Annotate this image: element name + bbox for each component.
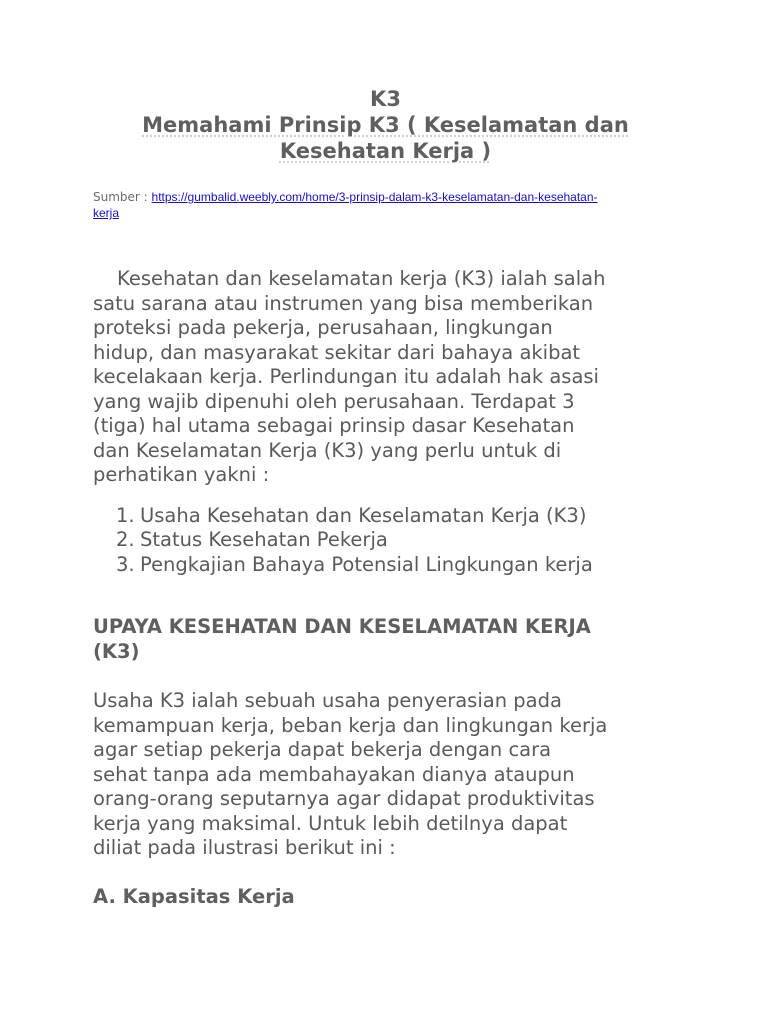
list-item-number: 1. — [116, 503, 135, 527]
list-item-text: Status Kesehatan Pekerja — [140, 528, 388, 551]
section-body-line: sehat tanpa ada membahayakan dianya ataupun — [93, 762, 575, 786]
list-item-text: Pengkajian Bahaya Potensial Lingkungan kerja — [140, 552, 593, 576]
section-body-line: orang-orang seputarnya agar didapat produktivitas — [93, 787, 595, 810]
document-page — [93, 86, 678, 909]
list-item — [93, 504, 678, 529]
title-line-1: K3 — [370, 87, 401, 111]
intro-line: (tiga) hal utama sebagai prinsip dasar Kesehatan — [93, 414, 575, 437]
list-item — [93, 553, 678, 578]
source-label: Sumber : — [93, 190, 148, 204]
section-heading — [93, 615, 678, 664]
intro-line: satu sarana atau instrumen yang bisa memberikan — [93, 291, 594, 315]
title-line-2: Memahami Prinsip K3 ( Keselamatan dan — [142, 113, 629, 137]
source-url-line-2: kerja — [93, 206, 120, 220]
list-item-number: 2. — [116, 528, 135, 551]
list-item-text: Usaha Kesehatan dan Keselamatan Kerja (K3) — [140, 503, 587, 527]
intro-line: perhatikan yakni : — [93, 463, 270, 486]
principles-list — [93, 504, 678, 578]
intro-paragraph — [93, 267, 678, 488]
source-url-line-1: https://gumbalid.weebly.com/home/3-prinsip-dalam-k3-keselamatan-dan-kesehatan- — [151, 190, 598, 204]
source-citation — [93, 189, 678, 221]
intro-line: yang wajib dipenuhi oleh perusahaan. Terdapat 3 — [93, 389, 575, 413]
document-title — [93, 86, 678, 164]
intro-line: hidup, dan masyarakat sekitar dari bahaya akibat — [93, 340, 581, 364]
intro-line: Kesehatan dan keselamatan kerja (K3) ialah salah — [117, 267, 606, 290]
list-item-number: 3. — [116, 552, 135, 576]
intro-line: proteksi pada pekerja, perusahaan, lingkungan — [93, 316, 553, 339]
section-body-line: kerja yang maksimal. Untuk lebih detilnya dapat — [93, 811, 568, 835]
subheading: A. Kapasitas Kerja — [93, 884, 295, 908]
intro-line: kecelakaan kerja. Perlindungan itu adalah hak asasi — [93, 365, 599, 388]
title-line-3: Kesehatan Kerja ) — [279, 139, 492, 163]
section-body-line: Usaha K3 ialah sebuah usaha penyerasian pada — [93, 689, 562, 712]
section-heading-line-1: UPAYA KESEHATAN DAN KESELAMATAN KERJA — [93, 615, 591, 638]
section-heading-line-2: (K3) — [93, 639, 140, 663]
section-body-paragraph — [93, 689, 678, 861]
source-link[interactable] — [93, 190, 598, 220]
intro-line: dan Keselamatan Kerja (K3) yang perlu untuk di — [93, 438, 562, 462]
section-body-line: agar setiap pekerja dapat bekerja dengan cara — [93, 738, 552, 761]
section-body-line: kemampuan kerja, beban kerja dan lingkungan kerja — [93, 713, 608, 737]
list-item — [93, 528, 678, 553]
section-body-line: diliat pada ilustrasi berikut ini : — [93, 836, 396, 859]
